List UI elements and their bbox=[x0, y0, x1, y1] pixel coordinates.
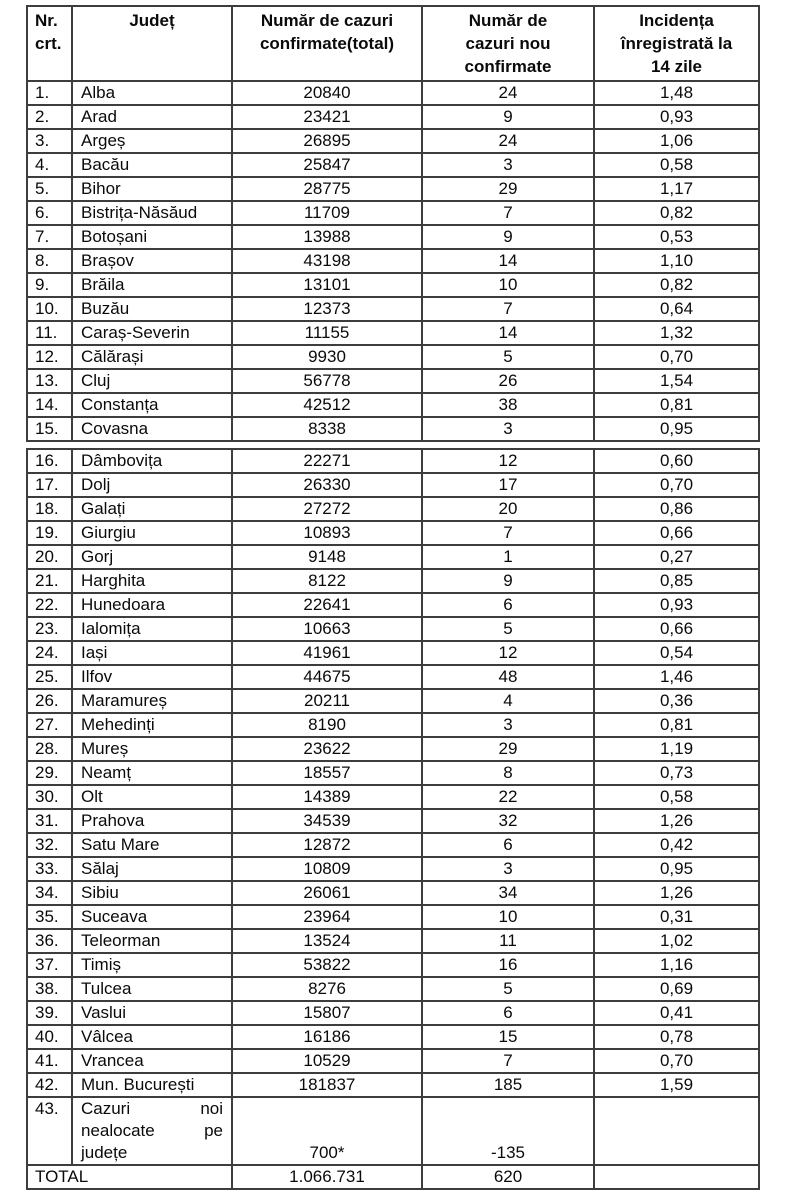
cell-cazuri-noi: 6 bbox=[422, 593, 594, 617]
cell-cazuri-noi: 22 bbox=[422, 785, 594, 809]
cell-cazuri-total: 23622 bbox=[232, 737, 422, 761]
cell-cazuri-noi: 29 bbox=[422, 177, 594, 201]
cell-judet: Brăila bbox=[72, 273, 232, 297]
cell-judet: Alba bbox=[72, 81, 232, 105]
cell-nr-crt: 37. bbox=[27, 953, 72, 977]
cell-cazuri-total: 26061 bbox=[232, 881, 422, 905]
cell-cazuri-total: 43198 bbox=[232, 249, 422, 273]
cell-cazuri-total: 10529 bbox=[232, 1049, 422, 1073]
cell-nr-crt: 35. bbox=[27, 905, 72, 929]
cell-incidenta: 1,54 bbox=[594, 369, 759, 393]
cell-judet: Constanța bbox=[72, 393, 232, 417]
cell-cazuri-noi: 9 bbox=[422, 569, 594, 593]
cell-nr-crt: 26. bbox=[27, 689, 72, 713]
cell-nr-crt: 1. bbox=[27, 81, 72, 105]
header-row bbox=[27, 6, 759, 81]
cell-incidenta: 1,06 bbox=[594, 129, 759, 153]
cell-incidenta: 0,95 bbox=[594, 417, 759, 441]
cell-judet: Prahova bbox=[72, 809, 232, 833]
cell-nr-crt: 38. bbox=[27, 977, 72, 1001]
judet-label-word: județe bbox=[81, 1143, 128, 1162]
cell-cazuri-noi: 17 bbox=[422, 473, 594, 497]
cell-cazuri-total: 23421 bbox=[232, 105, 422, 129]
cell-cazuri-total: 28775 bbox=[232, 177, 422, 201]
cell-judet: Neamț bbox=[72, 761, 232, 785]
cell-cazuri-total: 13101 bbox=[232, 273, 422, 297]
cell-incidenta: 0,27 bbox=[594, 545, 759, 569]
cell-cazuri-total: 26895 bbox=[232, 129, 422, 153]
cell-judet: Vrancea bbox=[72, 1049, 232, 1073]
cell-judet: Teleorman bbox=[72, 929, 232, 953]
cell-cazuri-total: 10809 bbox=[232, 857, 422, 881]
column-header-cazuri-noi: Număr de cazuri nou confirmate bbox=[422, 6, 594, 81]
cell-incidenta: 1,19 bbox=[594, 737, 759, 761]
cell-cazuri-total: 42512 bbox=[232, 393, 422, 417]
cell-incidenta: 1,48 bbox=[594, 81, 759, 105]
cell-cazuri-noi: 38 bbox=[422, 393, 594, 417]
cell-cazuri-noi: 12 bbox=[422, 641, 594, 665]
cell-judet: Mehedinți bbox=[72, 713, 232, 737]
cell-incidenta: 0,93 bbox=[594, 593, 759, 617]
cell-nr-crt: 32. bbox=[27, 833, 72, 857]
cell-cazuri-noi: 14 bbox=[422, 321, 594, 345]
cell-incidenta: 1,17 bbox=[594, 177, 759, 201]
judet-label-word: pe bbox=[204, 1121, 223, 1140]
cell-incidenta: 1,46 bbox=[594, 665, 759, 689]
cell-cazuri-total: 12872 bbox=[232, 833, 422, 857]
cell-cazuri-noi: 5 bbox=[422, 617, 594, 641]
cell-nr-crt: 25. bbox=[27, 665, 72, 689]
cell-incidenta: 1,10 bbox=[594, 249, 759, 273]
cell-nr-crt: 33. bbox=[27, 857, 72, 881]
column-header-cazuri-total: Număr de cazuri confirmate(total) bbox=[232, 6, 422, 81]
cell-cazuri-noi: 3 bbox=[422, 417, 594, 441]
cell-cazuri-total: 8338 bbox=[232, 417, 422, 441]
table-row bbox=[27, 665, 759, 689]
table-body-part1 bbox=[27, 81, 759, 441]
table-row bbox=[27, 1073, 759, 1097]
judet-label-word: nealocate bbox=[81, 1121, 155, 1140]
cell-judet: Vaslui bbox=[72, 1001, 232, 1025]
cell-nr-crt: 34. bbox=[27, 881, 72, 905]
cell-cazuri-total: 41961 bbox=[232, 641, 422, 665]
cell-incidenta: 0,78 bbox=[594, 1025, 759, 1049]
cell-judet: Sibiu bbox=[72, 881, 232, 905]
table-row bbox=[27, 761, 759, 785]
cell-incidenta: 0,82 bbox=[594, 273, 759, 297]
cell-cazuri-noi: 20 bbox=[422, 497, 594, 521]
table-row bbox=[27, 1025, 759, 1049]
cell-cazuri-noi: 6 bbox=[422, 1001, 594, 1025]
cell-cazuri-total: 44675 bbox=[232, 665, 422, 689]
cell-cazuri-total: 22271 bbox=[232, 449, 422, 473]
column-header-nr-crt: Nr. crt. bbox=[27, 6, 72, 81]
cell-incidenta: 0,60 bbox=[594, 449, 759, 473]
cell-cazuri-noi: 7 bbox=[422, 201, 594, 225]
table-row bbox=[27, 497, 759, 521]
cell-incidenta: 0,95 bbox=[594, 857, 759, 881]
cell-incidenta: 0,42 bbox=[594, 833, 759, 857]
cell-cazuri-total: 34539 bbox=[232, 809, 422, 833]
cell-judet: Hunedoara bbox=[72, 593, 232, 617]
table-row bbox=[27, 1049, 759, 1073]
cell-incidenta: 0,54 bbox=[594, 641, 759, 665]
cell-cazuri-total: 700* bbox=[232, 1097, 422, 1165]
table-row bbox=[27, 953, 759, 977]
cell-judet: Vâlcea bbox=[72, 1025, 232, 1049]
cell-cazuri-total: 10663 bbox=[232, 617, 422, 641]
cell-cazuri-total: 22641 bbox=[232, 593, 422, 617]
cell-cazuri-total: 18557 bbox=[232, 761, 422, 785]
cell-cazuri-noi: 1 bbox=[422, 545, 594, 569]
table-row bbox=[27, 737, 759, 761]
cell-judet: Bacău bbox=[72, 153, 232, 177]
cell-cazuri-total: 56778 bbox=[232, 369, 422, 393]
cell-judet: Botoșani bbox=[72, 225, 232, 249]
cell-incidenta: 0,66 bbox=[594, 521, 759, 545]
cell-nr-crt: 29. bbox=[27, 761, 72, 785]
cell-nr-crt: 22. bbox=[27, 593, 72, 617]
cell-cazuri-total: 23964 bbox=[232, 905, 422, 929]
judet-label-line bbox=[81, 1098, 227, 1120]
cell-cazuri-noi: 7 bbox=[422, 297, 594, 321]
cell-incidenta: 0,85 bbox=[594, 569, 759, 593]
table-row bbox=[27, 105, 759, 129]
cell-nr-crt: 36. bbox=[27, 929, 72, 953]
judet-label-line bbox=[81, 1142, 227, 1164]
cell-cazuri-total: 11709 bbox=[232, 201, 422, 225]
cell-judet: Caraș-Severin bbox=[72, 321, 232, 345]
table-row bbox=[27, 393, 759, 417]
cell-incidenta: 0,73 bbox=[594, 761, 759, 785]
cell-incidenta: 0,82 bbox=[594, 201, 759, 225]
judet-label-line bbox=[81, 1120, 227, 1142]
cell-cazuri-noi: 29 bbox=[422, 737, 594, 761]
cell-nr-crt: 27. bbox=[27, 713, 72, 737]
table-row bbox=[27, 369, 759, 393]
cell-nr-crt: 24. bbox=[27, 641, 72, 665]
cell-cazuri-total: 25847 bbox=[232, 153, 422, 177]
cell-cazuri-noi: 5 bbox=[422, 977, 594, 1001]
cell-incidenta bbox=[594, 1165, 759, 1189]
table-row bbox=[27, 345, 759, 369]
cell-cazuri-total: 8190 bbox=[232, 713, 422, 737]
cell-judet: Olt bbox=[72, 785, 232, 809]
table-row bbox=[27, 905, 759, 929]
cell-incidenta bbox=[594, 1097, 759, 1165]
cell-judet: Galați bbox=[72, 497, 232, 521]
cell-nr-crt: 21. bbox=[27, 569, 72, 593]
cell-cazuri-total: 53822 bbox=[232, 953, 422, 977]
table-row bbox=[27, 641, 759, 665]
cell-nr-crt: 10. bbox=[27, 297, 72, 321]
table-row bbox=[27, 809, 759, 833]
covid-county-table-part2 bbox=[26, 448, 760, 1190]
cell-cazuri-noi: 34 bbox=[422, 881, 594, 905]
cell-cazuri-total: 27272 bbox=[232, 497, 422, 521]
cell-cazuri-noi: 3 bbox=[422, 153, 594, 177]
cell-cazuri-noi: 620 bbox=[422, 1165, 594, 1189]
table-row bbox=[27, 177, 759, 201]
cell-cazuri-total: 12373 bbox=[232, 297, 422, 321]
judet-label-word: noi bbox=[200, 1099, 223, 1118]
cell-judet: Giurgiu bbox=[72, 521, 232, 545]
cell-judet: Mureș bbox=[72, 737, 232, 761]
cell-incidenta: 0,58 bbox=[594, 153, 759, 177]
covid-county-table-part1 bbox=[26, 5, 760, 442]
table-row bbox=[27, 449, 759, 473]
cell-incidenta: 1,26 bbox=[594, 809, 759, 833]
table-row bbox=[27, 153, 759, 177]
cell-judet: Covasna bbox=[72, 417, 232, 441]
table-row bbox=[27, 785, 759, 809]
table-row bbox=[27, 129, 759, 153]
cell-nr-crt: 3. bbox=[27, 129, 72, 153]
cell-cazuri-noi: 3 bbox=[422, 713, 594, 737]
cell-incidenta: 0,58 bbox=[594, 785, 759, 809]
cell-judet: Bihor bbox=[72, 177, 232, 201]
cell-cazuri-noi: 11 bbox=[422, 929, 594, 953]
cell-cazuri-total: 13988 bbox=[232, 225, 422, 249]
table-row bbox=[27, 977, 759, 1001]
cell-judet: Iași bbox=[72, 641, 232, 665]
cell-judet: Dâmbovița bbox=[72, 449, 232, 473]
cell-nr-crt: 7. bbox=[27, 225, 72, 249]
cell-judet: Argeș bbox=[72, 129, 232, 153]
cell-cazuri-noi: 10 bbox=[422, 273, 594, 297]
cell-cazuri-noi: 48 bbox=[422, 665, 594, 689]
cell-nr-crt: 14. bbox=[27, 393, 72, 417]
cell-nr-crt: 40. bbox=[27, 1025, 72, 1049]
cell-nr-crt: 28. bbox=[27, 737, 72, 761]
judet-label-word: Cazuri bbox=[81, 1099, 131, 1118]
cell-cazuri-noi: 4 bbox=[422, 689, 594, 713]
cell-nr-crt: 12. bbox=[27, 345, 72, 369]
table-row bbox=[27, 1001, 759, 1025]
table-row bbox=[27, 249, 759, 273]
cell-nr-crt: 16. bbox=[27, 449, 72, 473]
cell-cazuri-noi: 15 bbox=[422, 1025, 594, 1049]
cell-incidenta: 0,66 bbox=[594, 617, 759, 641]
cell-judet: Bistrița-Năsăud bbox=[72, 201, 232, 225]
table-row bbox=[27, 297, 759, 321]
cell-incidenta: 0,93 bbox=[594, 105, 759, 129]
cell-nr-crt: 4. bbox=[27, 153, 72, 177]
cell-incidenta: 0,31 bbox=[594, 905, 759, 929]
cell-judet: Ialomița bbox=[72, 617, 232, 641]
cell-cazuri-total: 181837 bbox=[232, 1073, 422, 1097]
cell-cazuri-noi: 10 bbox=[422, 905, 594, 929]
table-row bbox=[27, 545, 759, 569]
cell-cazuri-noi: 5 bbox=[422, 345, 594, 369]
table-body-part2 bbox=[27, 449, 759, 1189]
cell-nr-crt: 19. bbox=[27, 521, 72, 545]
cell-incidenta: 1,59 bbox=[594, 1073, 759, 1097]
cell-cazuri-noi: -135 bbox=[422, 1097, 594, 1165]
cell-cazuri-noi: 7 bbox=[422, 1049, 594, 1073]
table-row bbox=[27, 689, 759, 713]
cell-cazuri-noi: 185 bbox=[422, 1073, 594, 1097]
table-row bbox=[27, 833, 759, 857]
cell-cazuri-total: 8276 bbox=[232, 977, 422, 1001]
table-row bbox=[27, 713, 759, 737]
cell-judet-unallocated bbox=[72, 1097, 232, 1165]
cell-incidenta: 1,02 bbox=[594, 929, 759, 953]
cell-nr-crt: 18. bbox=[27, 497, 72, 521]
cell-judet: Gorj bbox=[72, 545, 232, 569]
cell-judet: Timiș bbox=[72, 953, 232, 977]
table-row bbox=[27, 473, 759, 497]
table-row bbox=[27, 321, 759, 345]
cell-incidenta: 0,53 bbox=[594, 225, 759, 249]
cell-cazuri-total: 26330 bbox=[232, 473, 422, 497]
cell-judet: Ilfov bbox=[72, 665, 232, 689]
cell-incidenta: 1,16 bbox=[594, 953, 759, 977]
table-row bbox=[27, 521, 759, 545]
cell-incidenta: 1,26 bbox=[594, 881, 759, 905]
table-row-total bbox=[27, 1165, 759, 1189]
cell-incidenta: 1,32 bbox=[594, 321, 759, 345]
cell-judet: Tulcea bbox=[72, 977, 232, 1001]
cell-cazuri-noi: 24 bbox=[422, 81, 594, 105]
cell-cazuri-total: 20840 bbox=[232, 81, 422, 105]
cell-judet: Satu Mare bbox=[72, 833, 232, 857]
cell-cazuri-noi: 6 bbox=[422, 833, 594, 857]
column-header-incidenta-14zile: Incidența înregistrată la 14 zile bbox=[594, 6, 759, 81]
cell-incidenta: 0,64 bbox=[594, 297, 759, 321]
cell-judet: Călărași bbox=[72, 345, 232, 369]
cell-nr-crt: 39. bbox=[27, 1001, 72, 1025]
cell-cazuri-total: 16186 bbox=[232, 1025, 422, 1049]
cell-judet: Harghita bbox=[72, 569, 232, 593]
cell-total-label: TOTAL bbox=[27, 1165, 232, 1189]
cell-nr-crt: 8. bbox=[27, 249, 72, 273]
cell-cazuri-total: 9930 bbox=[232, 345, 422, 369]
table-row bbox=[27, 617, 759, 641]
cell-nr-crt: 9. bbox=[27, 273, 72, 297]
cell-cazuri-noi: 9 bbox=[422, 105, 594, 129]
table-row bbox=[27, 81, 759, 105]
cell-judet: Sălaj bbox=[72, 857, 232, 881]
cell-incidenta: 0,69 bbox=[594, 977, 759, 1001]
cell-nr-crt: 31. bbox=[27, 809, 72, 833]
cell-cazuri-total: 14389 bbox=[232, 785, 422, 809]
column-header-judet: Județ bbox=[72, 6, 232, 81]
cell-nr-crt: 5. bbox=[27, 177, 72, 201]
cell-cazuri-total: 9148 bbox=[232, 545, 422, 569]
cell-cazuri-noi: 7 bbox=[422, 521, 594, 545]
table-row bbox=[27, 593, 759, 617]
cell-cazuri-noi: 8 bbox=[422, 761, 594, 785]
cell-nr-crt: 30. bbox=[27, 785, 72, 809]
cell-judet: Cluj bbox=[72, 369, 232, 393]
cell-cazuri-total: 11155 bbox=[232, 321, 422, 345]
table-row bbox=[27, 201, 759, 225]
cell-judet: Buzău bbox=[72, 297, 232, 321]
cell-judet: Maramureș bbox=[72, 689, 232, 713]
cell-cazuri-total: 20211 bbox=[232, 689, 422, 713]
cell-nr-crt: 13. bbox=[27, 369, 72, 393]
table-row bbox=[27, 857, 759, 881]
cell-cazuri-total: 15807 bbox=[232, 1001, 422, 1025]
cell-cazuri-noi: 32 bbox=[422, 809, 594, 833]
cell-judet: Brașov bbox=[72, 249, 232, 273]
cell-judet: Mun. București bbox=[72, 1073, 232, 1097]
table-row bbox=[27, 881, 759, 905]
table-row bbox=[27, 569, 759, 593]
cell-nr-crt: 11. bbox=[27, 321, 72, 345]
cell-incidenta: 0,36 bbox=[594, 689, 759, 713]
cell-incidenta: 0,81 bbox=[594, 713, 759, 737]
table-row-unallocated bbox=[27, 1097, 759, 1165]
cell-cazuri-total: 8122 bbox=[232, 569, 422, 593]
cell-cazuri-total: 13524 bbox=[232, 929, 422, 953]
cell-cazuri-total: 1.066.731 bbox=[232, 1165, 422, 1189]
cell-incidenta: 0,86 bbox=[594, 497, 759, 521]
cell-judet: Arad bbox=[72, 105, 232, 129]
cell-nr-crt: 17. bbox=[27, 473, 72, 497]
cell-cazuri-noi: 26 bbox=[422, 369, 594, 393]
cell-nr-crt: 6. bbox=[27, 201, 72, 225]
cell-nr-crt: 42. bbox=[27, 1073, 72, 1097]
cell-incidenta: 0,70 bbox=[594, 345, 759, 369]
cell-cazuri-noi: 14 bbox=[422, 249, 594, 273]
cell-judet: Suceava bbox=[72, 905, 232, 929]
cell-incidenta: 0,81 bbox=[594, 393, 759, 417]
table-row bbox=[27, 273, 759, 297]
cell-cazuri-noi: 3 bbox=[422, 857, 594, 881]
cell-judet: Dolj bbox=[72, 473, 232, 497]
table-row bbox=[27, 417, 759, 441]
cell-incidenta: 0,70 bbox=[594, 1049, 759, 1073]
cell-cazuri-noi: 9 bbox=[422, 225, 594, 249]
cell-cazuri-noi: 12 bbox=[422, 449, 594, 473]
cell-cazuri-noi: 24 bbox=[422, 129, 594, 153]
cell-nr-crt: 41. bbox=[27, 1049, 72, 1073]
table-row bbox=[27, 929, 759, 953]
cell-cazuri-total: 10893 bbox=[232, 521, 422, 545]
table-row bbox=[27, 225, 759, 249]
cell-nr-crt: 20. bbox=[27, 545, 72, 569]
cell-nr-crt: 15. bbox=[27, 417, 72, 441]
cell-incidenta: 0,41 bbox=[594, 1001, 759, 1025]
cell-nr-crt: 2. bbox=[27, 105, 72, 129]
cell-nr-crt: 23. bbox=[27, 617, 72, 641]
cell-cazuri-noi: 16 bbox=[422, 953, 594, 977]
cell-nr-crt: 43. bbox=[27, 1097, 72, 1165]
cell-incidenta: 0,70 bbox=[594, 473, 759, 497]
